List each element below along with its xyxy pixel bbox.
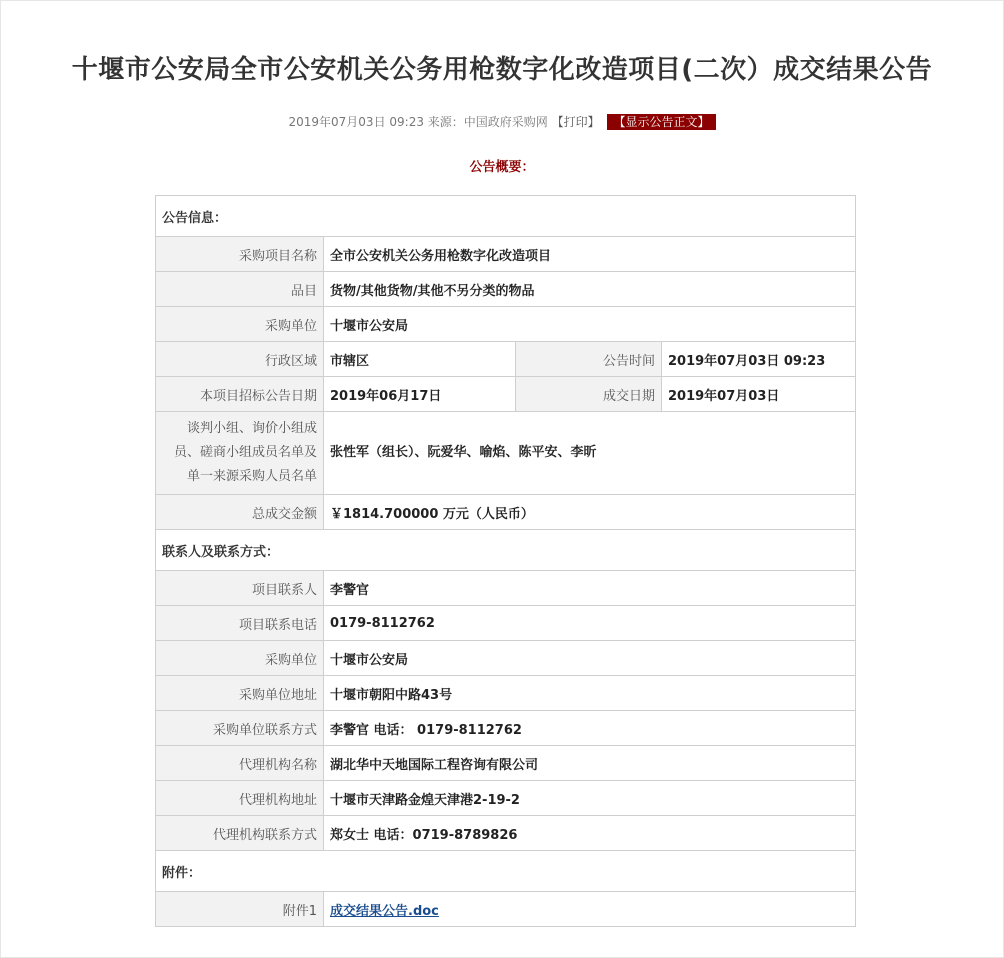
row-label: 行政区域 [156, 342, 324, 377]
table-row [156, 711, 856, 746]
row-label: 采购项目名称 [156, 237, 324, 272]
publish-date: 2019年07月03日 09:23 [288, 115, 424, 129]
category-value: 货物/其他货物/其他不另分类的物品 [324, 272, 856, 307]
table-row [156, 746, 856, 781]
agency-contact-value: 郑女士 电话：0719-8789826 [324, 816, 856, 851]
contact-purchaser-value: 十堰市公安局 [324, 641, 856, 676]
row-label: 代理机构地址 [156, 781, 324, 816]
project-name-value: 全市公安机关公务用枪数字化改造项目 [324, 237, 856, 272]
announce-time-value: 2019年07月03日 09:23 [662, 342, 856, 377]
deal-date-value: 2019年07月03日 [662, 377, 856, 412]
row-label: 采购单位 [156, 307, 324, 342]
source-text: 来源：中国政府采购网 [427, 115, 548, 129]
table-row [156, 307, 856, 342]
announcement-meta [0, 112, 1004, 132]
table-row [156, 412, 856, 495]
section-row [156, 851, 856, 892]
row-label: 代理机构名称 [156, 746, 324, 781]
purchaser-address-value: 十堰市朝阳中路43号 [324, 676, 856, 711]
table-row [156, 377, 856, 412]
table-row [156, 606, 856, 641]
panel-members-value: 张性军（组长）、阮爱华、喻焰、陈平安、李昕 [324, 412, 856, 495]
section-contact-heading: 联系人及联系方式： [156, 530, 856, 571]
contact-person-value: 李警官 [324, 571, 856, 606]
table-row [156, 342, 856, 377]
table-row [156, 272, 856, 307]
table-row [156, 676, 856, 711]
row-label: 谈判小组、询价小组成员、磋商小组成员名单及单一来源采购人员名单 [156, 412, 324, 495]
print-link[interactable]: 【打印】 [551, 115, 600, 129]
table-row [156, 571, 856, 606]
row-label: 采购单位联系方式 [156, 711, 324, 746]
row-label: 采购单位地址 [156, 676, 324, 711]
section-row [156, 196, 856, 237]
region-value: 市辖区 [324, 342, 516, 377]
purchaser-value: 十堰市公安局 [324, 307, 856, 342]
table-row [156, 237, 856, 272]
total-amount-value: ￥1814.700000 万元（人民币） [324, 495, 856, 530]
table-row [156, 641, 856, 676]
agency-address-value: 十堰市天津路金煌天津港2-19-2 [324, 781, 856, 816]
row-label: 项目联系电话 [156, 606, 324, 641]
summary-heading: 公告概要： [469, 160, 535, 175]
announcement-table [155, 195, 856, 927]
row-label: 采购单位 [156, 641, 324, 676]
attachment-cell [324, 892, 856, 927]
show-body-button[interactable]: 【显示公告正文】 [607, 114, 715, 130]
row-label: 项目联系人 [156, 571, 324, 606]
table-row [156, 892, 856, 927]
tender-date-value: 2019年06月17日 [324, 377, 516, 412]
contact-phone-value: 0179-8112762 [324, 606, 856, 641]
section-row [156, 530, 856, 571]
row-label: 附件1 [156, 892, 324, 927]
section-attachment-heading: 附件： [156, 851, 856, 892]
row-label: 品目 [156, 272, 324, 307]
row-label: 代理机构联系方式 [156, 816, 324, 851]
section-info-heading: 公告信息： [156, 196, 856, 237]
row-label: 总成交金额 [156, 495, 324, 530]
table-row [156, 816, 856, 851]
purchaser-contact-value: 李警官 电话： 0179-8112762 [324, 711, 856, 746]
row-label: 公告时间 [516, 342, 662, 377]
agency-name-value: 湖北华中天地国际工程咨询有限公司 [324, 746, 856, 781]
row-label: 本项目招标公告日期 [156, 377, 324, 412]
table-row [156, 781, 856, 816]
page-title: 十堰市公安局全市公安机关公务用枪数字化改造项目(二次）成交结果公告 [71, 55, 933, 85]
attachment-link[interactable]: 成交结果公告.doc [330, 903, 439, 919]
table-row [156, 495, 856, 530]
row-label: 成交日期 [516, 377, 662, 412]
